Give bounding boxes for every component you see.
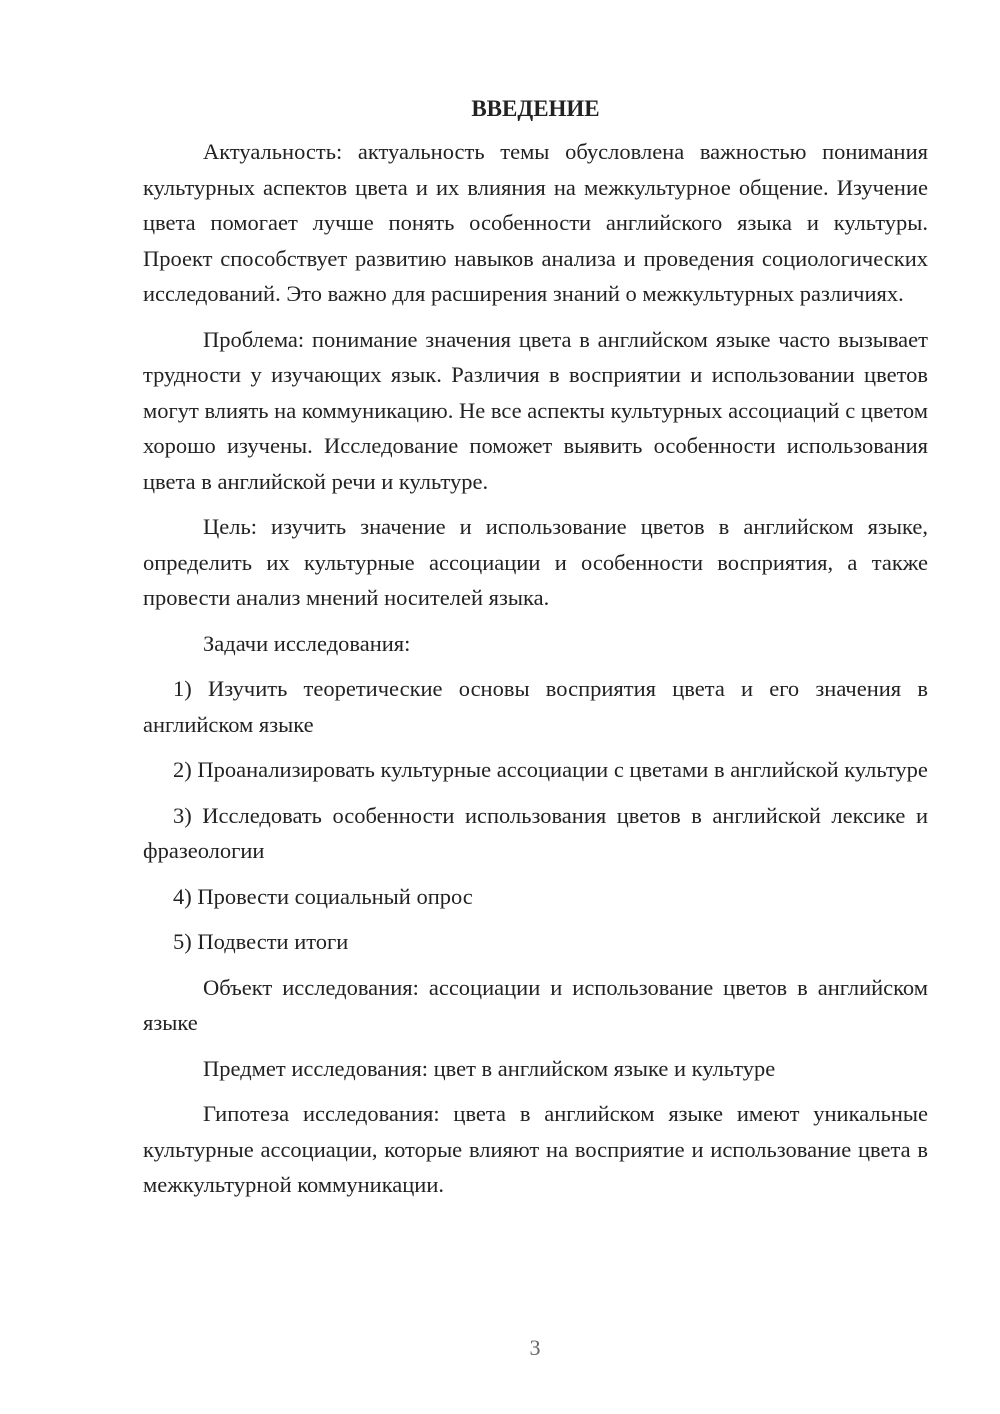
- document-page: [143, 92, 928, 1213]
- paragraph-hypothesis: Гипотеза исследования: цвета в английском языке имеют уникальные культурные ассоциации, которые влияют на восприятие и использование цвета в межкультурной коммуникации.: [143, 1101, 928, 1197]
- paragraph-object: Объект исследования: ассоциации и использование цветов в английском языке: [143, 974, 928, 1035]
- paragraph-problem: Проблема: понимание значения цвета в английском языке часто вызывает трудности у изучающих язык. Различия в восприятии и использовании цветов могут влиять на коммуникацию. Не все аспекты культурных ассоциаций с цветом хорошо изучены. Исследование поможет выявить особенности использования цвета в английской речи и культуре.: [143, 326, 928, 494]
- paragraph-subject: Предмет исследования: цвет в английском языке и культуре: [203, 1055, 776, 1081]
- task-item-2: 2) Проанализировать культурные ассоциации с цветами в английской культуре: [173, 757, 928, 782]
- task-item-1: 1) Изучить теоретические основы восприятия цвета и его значения в английском языке: [143, 676, 928, 737]
- task-item-3: 3) Исследовать особенности использования цветов в английской лексике и фразеологии: [143, 802, 928, 863]
- task-item-4: 4) Провести социальный опрос: [173, 883, 473, 909]
- paragraph-relevance: Актуальность: актуальность темы обусловлена важностью понимания культурных аспектов цвета и их влияния на межкультурное общение. Изучение цвета помогает лучше понять особенности английского языка и культуры. Проект способствует развитию навыков анализа и проведения социологических исследований. Это важно для расширения знаний о межкультурных различиях.: [143, 139, 928, 306]
- tasks-heading: Задачи исследования:: [203, 630, 411, 656]
- page-number: 3: [529, 1335, 541, 1360]
- page-title: ВВЕДЕНИЕ: [471, 96, 600, 121]
- paragraph-goal: Цель: изучить значение и использование цветов в английском языке, определить их культурные ассоциации и особенности восприятия, а также провести анализ мнений носителей языка.: [143, 514, 928, 610]
- task-item-5: 5) Подвести итоги: [173, 929, 349, 954]
